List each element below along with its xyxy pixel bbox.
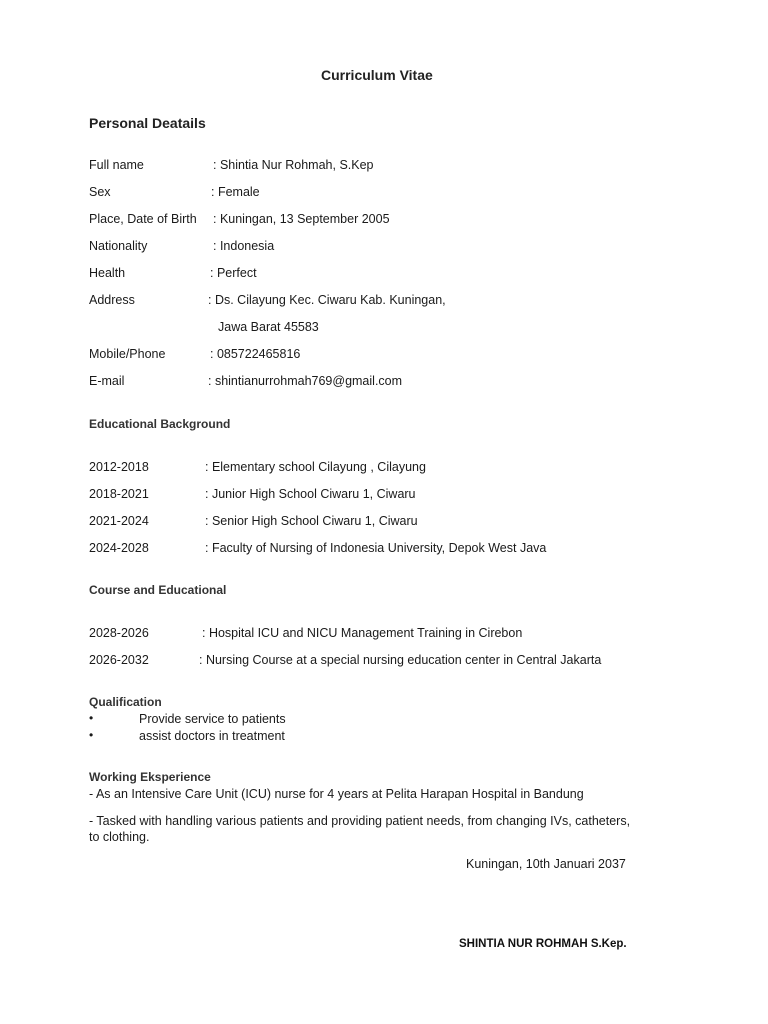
education-school: : Junior High School Ciwaru 1, Ciwaru [205,487,416,501]
field-value: : 085722465816 [210,347,301,361]
education-school: : Senior High School Ciwaru 1, Ciwaru [205,514,418,528]
field-value: : Kuningan, 13 September 2005 [213,212,390,226]
education-school: : Faculty of Nursing of Indonesia University, Depok West Java [205,541,547,555]
education-period: 2012-2018 [89,460,149,474]
education-period: 2021-2024 [89,514,149,528]
education-period: 2018-2021 [89,487,149,501]
education-school: : Elementary school Cilayung , Cilayung [205,460,426,474]
courses-heading: Course and Educational [89,583,227,597]
field-value: : Ds. Cilayung Kec. Ciwaru Kab. Kuningan, [208,293,446,307]
education-period: 2024-2028 [89,541,149,555]
qualification-item: Provide service to patients [139,712,286,726]
field-value: : Female [211,185,260,199]
field-label: E-mail [89,374,125,388]
field-label: Nationality [89,239,148,253]
field-label: Full name [89,158,144,172]
document-title: Curriculum Vitae [321,67,433,83]
qualification-heading: Qualification [89,695,162,709]
field-label: Health [89,266,126,280]
bullet-marker: • [89,728,94,742]
place-date: Kuningan, 10th Januari 2037 [466,857,626,871]
signature-name: SHINTIA NUR ROHMAH S.Kep. [459,938,627,950]
field-label: Address [89,293,135,307]
course-period: 2026-2032 [89,653,149,667]
field-label: Mobile/Phone [89,347,166,361]
experience-item: - Tasked with handling various patients and providing patient needs, from changing IVs, catheters, [89,814,631,828]
experience-item: - As an Intensive Care Unit (ICU) nurse for 4 years at Pelita Harapan Hospital in Bandung [89,787,584,801]
field-value: : shintianurrohmah769@gmail.com [208,374,403,388]
bullet-marker: • [89,711,94,725]
field-label: Place, Date of Birth [89,212,197,226]
qualification-item: assist doctors in treatment [139,729,285,743]
education-heading: Educational Background [89,417,231,431]
field-value: : Perfect [210,266,257,280]
field-value: Jawa Barat 45583 [218,320,319,334]
field-label: Sex [89,185,111,199]
personal-details-heading: Personal Deatails [89,115,206,131]
field-value: : Shintia Nur Rohmah, S.Kep [213,158,374,172]
course-name: : Hospital ICU and NICU Management Training in Cirebon [202,626,523,640]
experience-heading: Working Eksperience [89,770,211,784]
field-value: : Indonesia [213,239,275,253]
course-period: 2028-2026 [89,626,149,640]
course-name: : Nursing Course at a special nursing education center in Central Jakarta [199,653,602,667]
experience-item-continuation: to clothing. [89,830,150,844]
